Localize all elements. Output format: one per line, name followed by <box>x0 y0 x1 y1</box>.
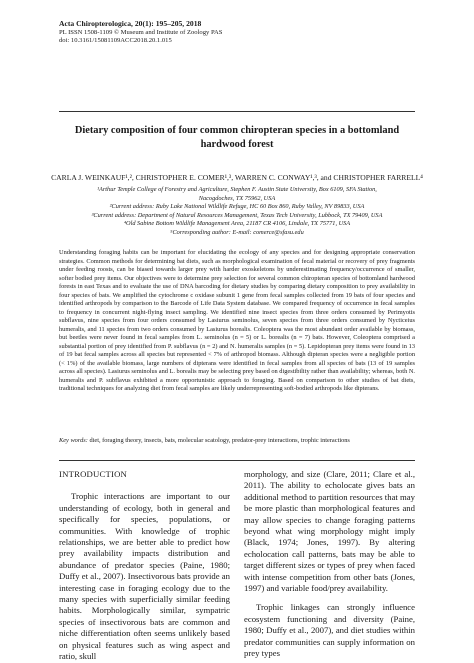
body-paragraph: Trophic linkages can strongly influence ecosystem functioning and diversity (Paine, 1980; Duffy et al., 2007), and diet studies within predator communities can supply information on prey types <box>244 602 415 659</box>
keywords <box>59 437 415 446</box>
issn-line: PL ISSN 1508-1109 © Museum and Institute of Zoology PAS <box>59 28 223 36</box>
doi-line: doi: 10.3161/15081109ACC2018.20.1.015 <box>59 37 172 45</box>
affiliations <box>59 186 415 237</box>
journal-header <box>59 20 222 46</box>
title-line-1: Dietary composition of four common chiropteran species in a bottomland <box>74 125 400 136</box>
left-column <box>59 469 230 663</box>
affiliation-line: Nacogdoches, TX 75962, USA <box>198 194 276 202</box>
author-list: CARLA J. WEINKAUF¹,², CHRISTOPHER E. COMER¹,³, WARREN C. CONWAY¹,³, and CHRISTOPHER FARRELL⁴ <box>51 173 423 182</box>
keywords-label: Key words: <box>59 437 88 444</box>
corresponding-author: ⁵Corresponding author: E-mail: comerce@sfasu.edu <box>170 228 304 236</box>
right-column <box>244 469 415 660</box>
body-paragraph: morphology, and size (Clare, 2011; Clare et al., 2011). The ability to echolocate gives bats an additional method to partition resources that may be more plastic than morphological features and may allow species to change foraging patterns beyond what wing morphology might imply (Black, 1974; Jones, 1997). By altering echolocation call patterns, bats may be able to target different sizes or types of prey when faced with intense competition from other bats (Jones, 1997) and variable food/prey availability. <box>244 469 415 594</box>
top-divider <box>59 111 415 112</box>
title-line-2: hardwood forest <box>200 138 274 150</box>
affiliation-line: ¹Arthur Temple College of Forestry and Agriculture, Stephen F. Austin State University, Box 6109, SFA Station, <box>97 186 377 193</box>
keywords-text: diet, foraging theory, insects, bats, molecular scatology, predator-prey interactions, trophic interactions <box>89 437 350 444</box>
journal-citation: Acta Chiropterologica, 20(1): 195–205, 2018 <box>59 19 202 28</box>
article-title <box>59 124 415 151</box>
affiliation-line: ⁴Old Sabine Bottom Wildlife Management Area, 21187 CR 4106, Lindale, TX 75771, USA <box>123 220 351 228</box>
abstract: Understanding foraging habits can be important for elucidating the ecology of any species and for designing appropriate conservation strategies. Common methods for determining bat diets, such as morphological examination of fecal material or recovery of prey fragments under feeding roosts, can be biased towards larger prey with harder exoskeletons by underestimating frequency/occurrence of smaller, softer bodied prey items. Our objectives were to determine prey selection for several common chiropteran species of bottomland hardwood forests in east Texas and to evaluate the use of DNA barcoding for dietary studies by comparing dietary composition to prey availability in four species of bats. We amplified the cytochrome c oxidase subunit 1 gene from fecal samples collected from 19 bats of four species and identified arthropods by comparison to the Barcode of Life Data System database. We compared frequency of occurrence in fecal samples to frequency in concurrent night-flying insect sampling. We identified nine insect species from three orders consumed by Perimyotis subflavus, nine species from four orders consumed by Lasiurus seminolus, seven species from three orders consumed by Nycticeius humeralis, and 11 species from two orders consumed by Lasiurus borealis. Coleoptera was the most abundant order available by biomass, but beetles were never found in fecal samples from L. seminolus (n = 5) or L. borealis (n = 7) bats. However, Coleoptera comprised a substantial portion of prey identified from P. subflavus (n = 2) and N. humeralis samples (n = 5). Lepidopteran prey items were found in 13 of 19 bat fecal samples across all species but represented < 7% of arthropod biomass. Although dipteran species were a negligible portion (< 1%) of the available biomass, large numbers of dipterans were identified in fecal samples from all species of bats (13 of 19 samples across all species). Lasiurus seminolus and L. borealis may be selecting prey based on digestibility rather than availability; whereas, both N. humeralis and P. subflavus exhibited a more opportunistic approach to foraging. Based on comparison to other studies of bat diets, traditional techniques for analyzing diet from fecal samples are likely underrepresenting soft-bodied arthropods like dipterans. <box>59 249 415 392</box>
section-heading: INTRODUCTION <box>59 469 128 479</box>
affiliation-line: ²Current address: Ruby Lake National Wildlife Refuge, HC 60 Box 860, Ruby Valley, NV 89833, USA <box>109 203 365 211</box>
body-paragraph: Trophic interactions are important to our understanding of ecology, both in general and specifically for species, populations, or communities. With knowledge of trophic relationships, we are better able to predict how prey availability impacts distribution and abundance of predator species (Paine, 1980; Duffy et al., 2007). Insectivorous bats provide an interesting case in foraging ecology due to the many species with superficially similar feeding habits. Morphologically similar, sympatric species of insectivorous bats are common and niche differentiation often seems unlikely based on physical features such as wing aspect and ratio, skull <box>59 491 230 662</box>
bottom-divider <box>59 460 415 461</box>
affiliation-line: ³Current address: Department of Natural Resources Management, Texas Tech University, Lubbock, TX 79409, USA <box>91 211 383 219</box>
